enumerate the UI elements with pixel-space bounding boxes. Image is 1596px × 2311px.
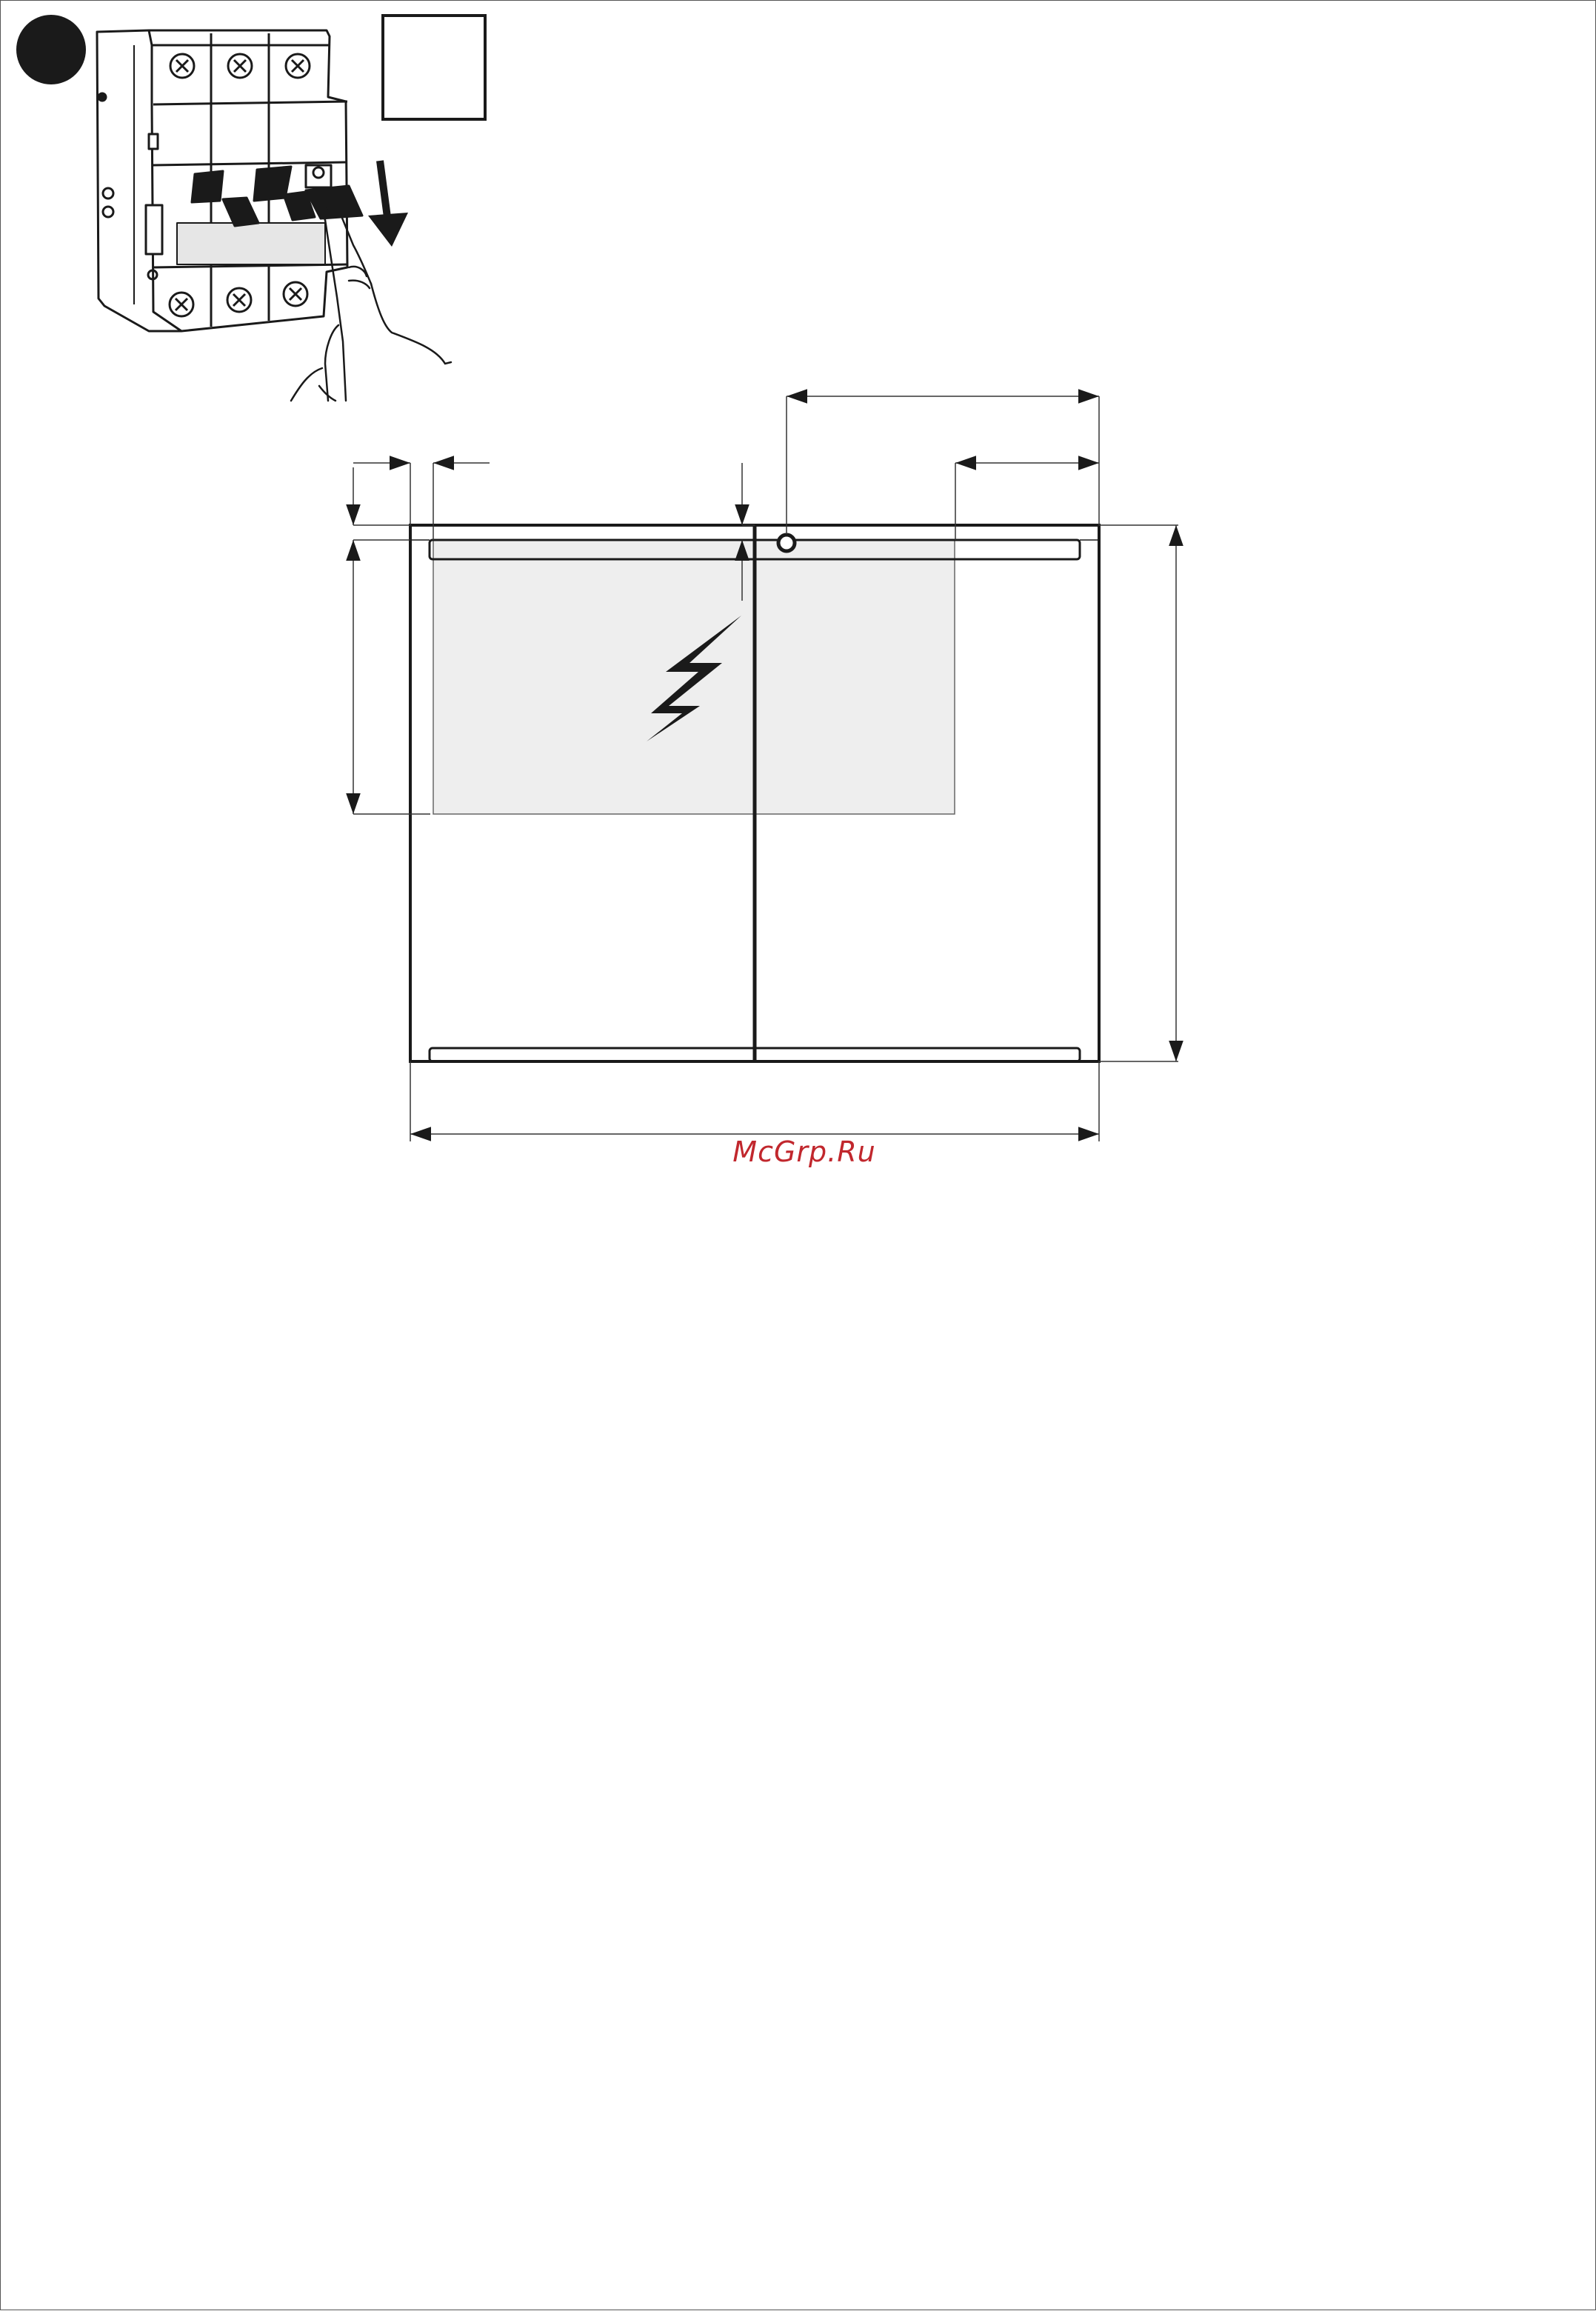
watermark-text: McGrp.Ru [732,1136,876,1168]
fixing-hole-icon [778,535,795,551]
down-arrow-icon [368,161,408,247]
step-checkbox [383,16,485,119]
circuit-breaker-icon [97,30,362,331]
step-marker-icon [16,15,86,84]
